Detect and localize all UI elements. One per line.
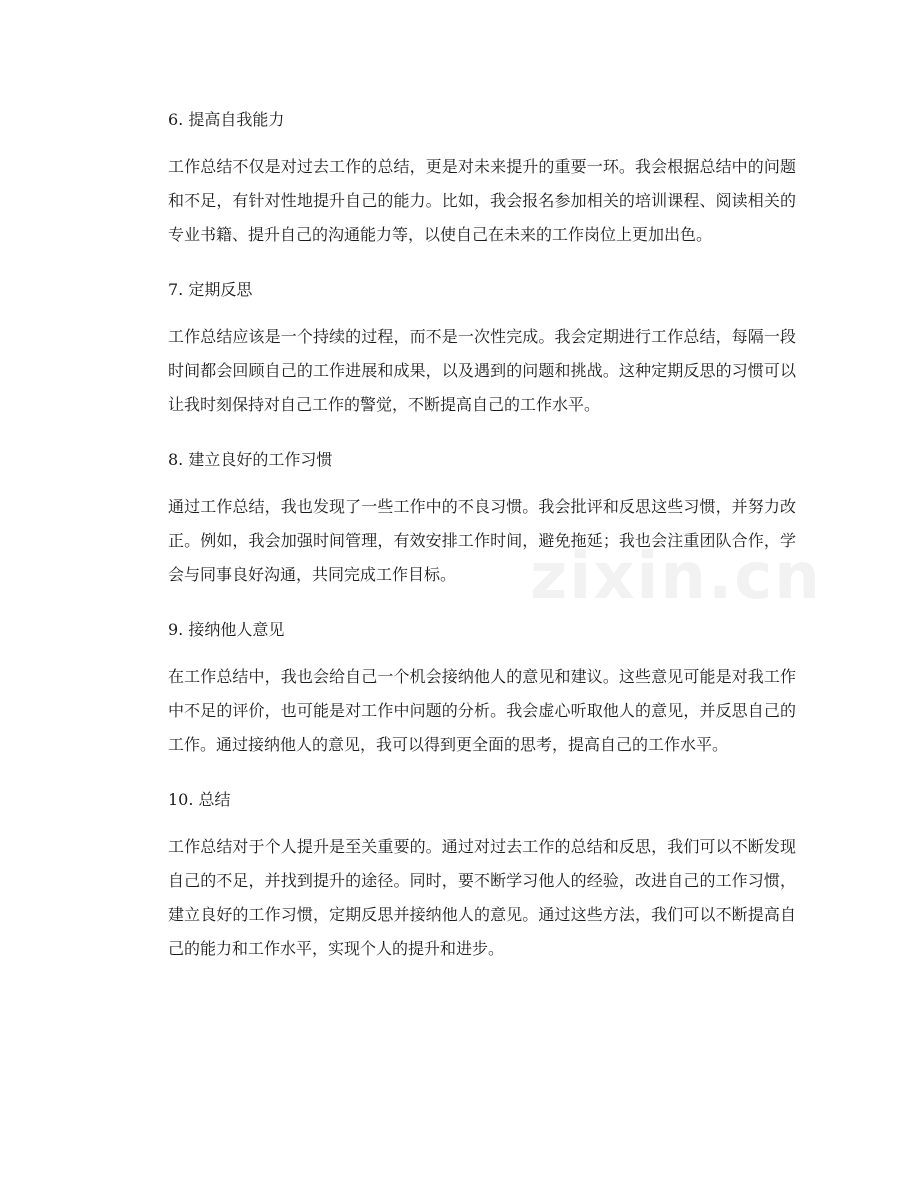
section-paragraph: 工作总结对于个人提升是至关重要的。通过对过去工作的总结和反思，我们可以不断发现自己的不足，并找到提升的途径。同时，要不断学习他人的经验，改进自己的工作习惯，建立良好的工作习惯，定期反思并接纳他人的意见。通过这些方法，我们可以不断提高自己的能力和工作水平，实现个人的提升和进步。 [168,837,796,958]
section-paragraph: 工作总结应该是一个持续的过程，而不是一次性完成。我会定期进行工作总结，每隔一段时间都会回顾自己的工作进展和成果，以及遇到的问题和挑战。这种定期反思的习惯可以让我时刻保持对自己工作的警觉，不断提高自己的工作水平。 [168,327,796,414]
section-9 [168,612,796,762]
section-6 [168,102,796,252]
section-10 [168,782,796,966]
section-paragraph: 在工作总结中，我也会给自己一个机会接纳他人的意见和建议。这些意见可能是对我工作中不足的评价，也可能是对工作中问题的分析。我会虚心听取他人的意见，并反思自己的工作。通过接纳他人的意见，我可以得到更全面的思考，提高自己的工作水平。 [168,667,796,754]
section-heading: 6. 提高自我能力 [168,110,285,129]
section-heading: 8. 建立良好的工作习惯 [168,450,333,469]
section-8 [168,442,796,592]
section-heading: 10. 总结 [168,790,231,809]
section-heading: 9. 接纳他人意见 [168,620,285,639]
section-heading: 7. 定期反思 [168,280,253,299]
document-content [168,102,796,986]
section-7 [168,272,796,422]
watermark-logo: zixin.cn [530,540,822,614]
section-paragraph: 通过工作总结，我也发现了一些工作中的不良习惯。我会批评和反思这些习惯，并努力改正。例如，我会加强时间管理，有效安排工作时间，避免拖延；我也会注重团队合作，学会与同事良好沟通，共同完成工作目标。 [168,497,796,584]
section-paragraph: 工作总结不仅是对过去工作的总结，更是对未来提升的重要一环。我会根据总结中的问题和不足，有针对性地提升自己的能力。比如，我会报名参加相关的培训课程、阅读相关的专业书籍、提升自己的沟通能力等，以使自己在未来的工作岗位上更加出色。 [168,157,796,244]
